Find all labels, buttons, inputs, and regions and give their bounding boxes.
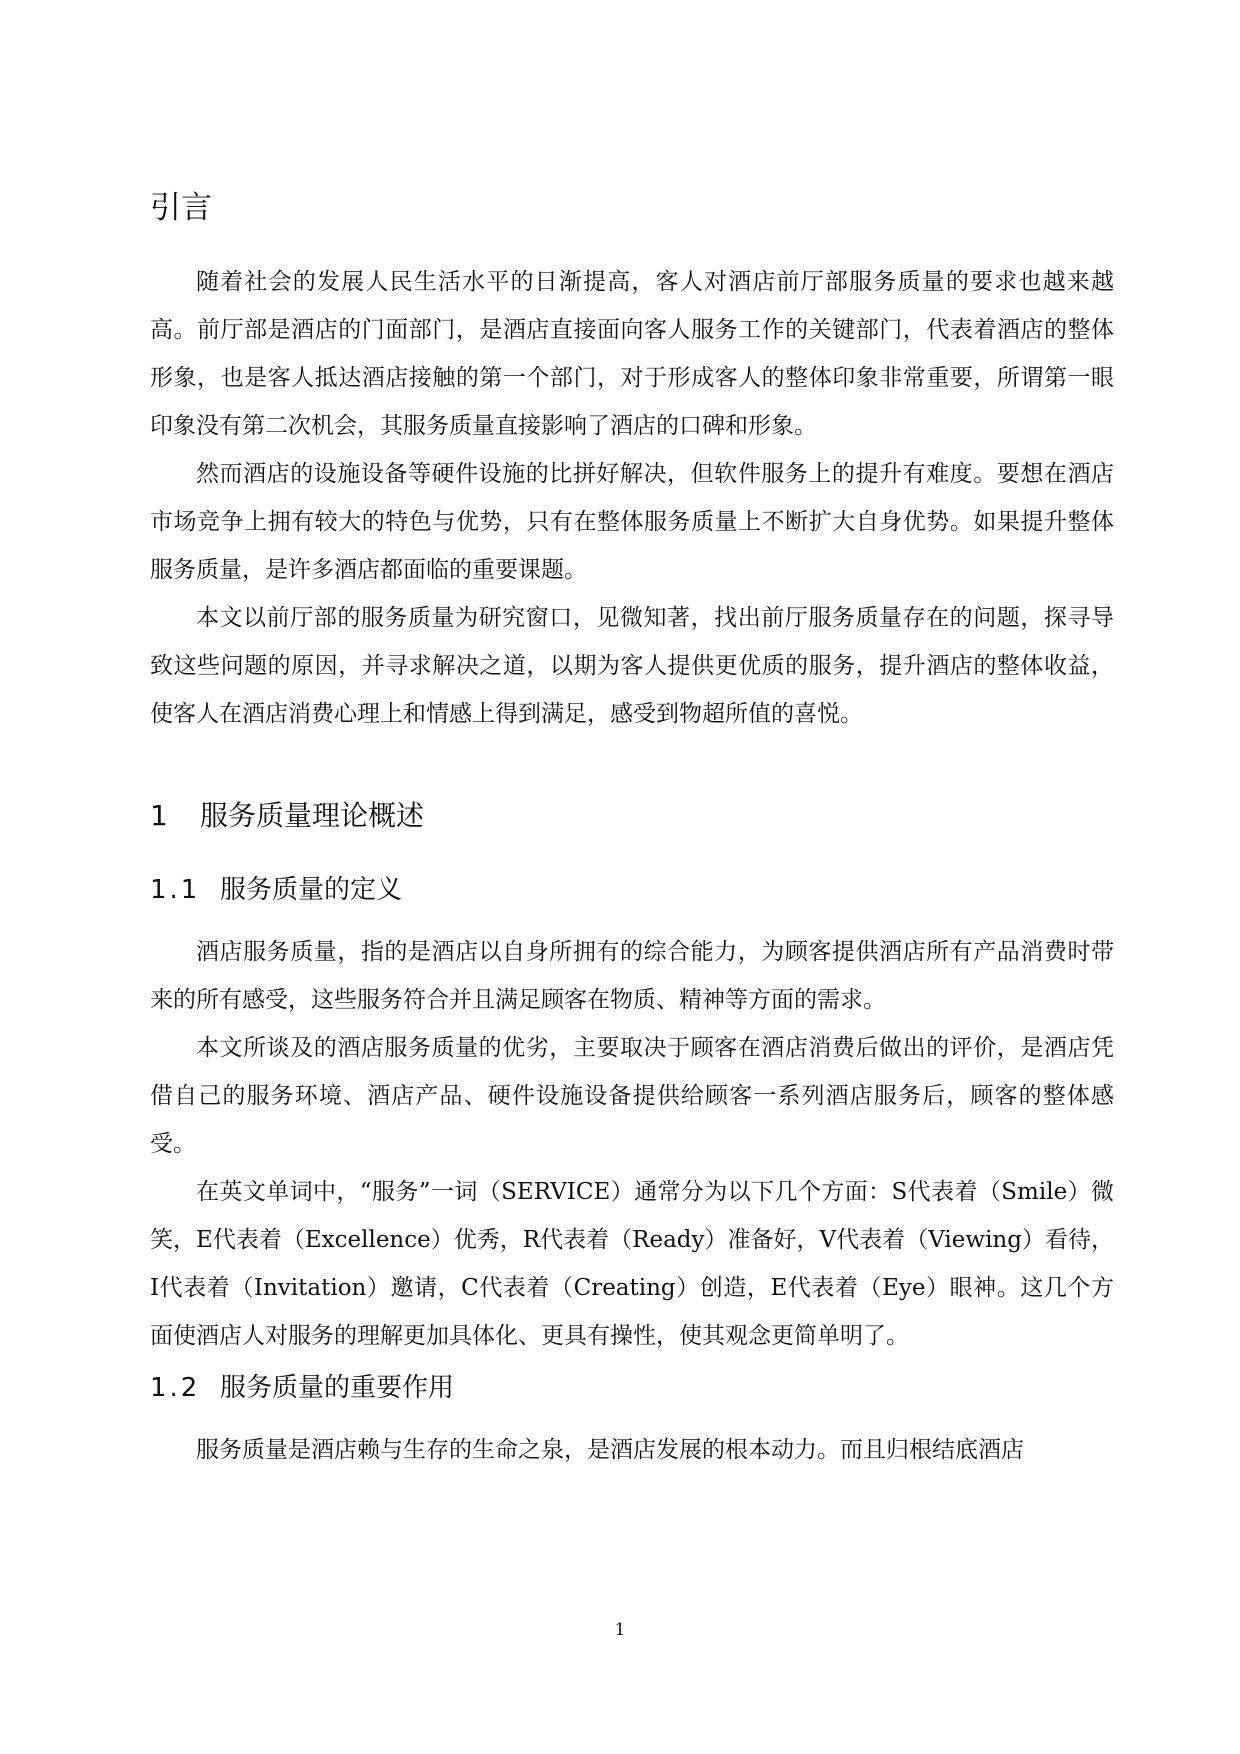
chapter-1-number: 1 [150, 799, 168, 832]
section-1-1-title: 服务质量的定义 [220, 875, 403, 905]
section-1-1-paragraph-3: 在英文单词中，“服务”一词（SERVICE）通常分为以下几个方面：S代表着（Smile）微笑，E代表着（Excellence）优秀，R代表着（Ready）准备好，V代表着（Viewing）看待，I代表着（Invitation）邀请，C代表着（Creating）创造，E代表着（Eye）眼神。这几个方面使酒店人对服务的理解更加具体化、更具有操性，使其观念更简单明了。 [150, 1179, 1114, 1349]
section-1-2-heading [150, 1370, 1114, 1406]
chapter-1-title: 服务质量理论概述 [200, 799, 425, 832]
chapter-1-heading [150, 796, 1114, 836]
intro-heading: 引言 [150, 190, 212, 226]
intro-paragraph-2: 然而酒店的设施设备等硬件设施的比拼好解决，但软件服务上的提升有难度。要想在酒店市场竞争上拥有较大的特色与优势，只有在整体服务质量上不断扩大自身优势。如果提升整体服务质量，是许多酒店都面临的重要课题。 [150, 461, 1114, 583]
intro-paragraph-3: 本文以前厅部的服务质量为研究窗口，见微知著，找出前厅服务质量存在的问题，探寻导致这些问题的原因，并寻求解决之道，以期为客人提供更优质的服务，提升酒店的整体收益， 使客人在酒店消费心理上和情感上得到满足，感受到物超所值的喜悦。 [150, 605, 1114, 727]
section-1-1-paragraph-1: 酒店服务质量，指的是酒店以自身所拥有的综合能力，为顾客提供酒店所有产品消费时带来的所有感受，这些服务符合并且满足顾客在物质、精神等方面的需求。 [150, 939, 1114, 1013]
section-1-2-paragraph-1: 服务质量是酒店赖与生存的生命之泉，是酒店发展的根本动力。而且归根结底酒店 [196, 1437, 1024, 1463]
section-1-2-number: 1.2 [150, 1373, 201, 1403]
section-1-2-title: 服务质量的重要作用 [220, 1373, 455, 1403]
section-1-1-heading [150, 872, 1114, 908]
section-1-1-number: 1.1 [150, 875, 201, 905]
section-1-1-paragraph-2: 本文所谈及的酒店服务质量的优劣，主要取决于顾客在酒店消费后做出的评价，是酒店凭借自己的服务环境、酒店产品、硬件设施设备提供给顾客一系列酒店服务后，顾客的整体感受。 [150, 1035, 1114, 1157]
intro-paragraph-1: 随着社会的发展人民生活水平的日渐提高，客人对酒店前厅部服务质量的要求也越来越高。前厅部是酒店的门面部门，是酒店直接面向客人服务工作的关键部门，代表着酒店的整体形象，也是客人抵达酒店接触的第一个部门，对于形成客人的整体印象非常重要，所谓第一眼印象没有第二次机会，其服务质量直接影响了酒店的口碑和形象。 [150, 269, 1114, 439]
page-number: 1 [614, 1620, 626, 1640]
page-content [150, 188, 1114, 1474]
